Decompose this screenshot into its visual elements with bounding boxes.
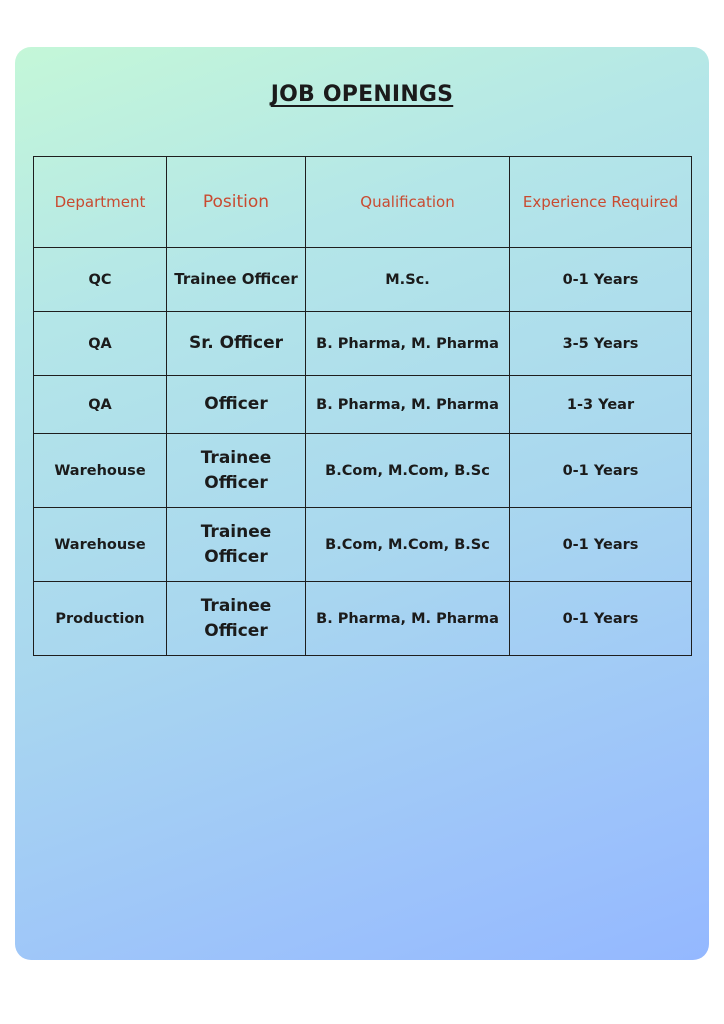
header-qualification: Qualification [306,157,510,248]
table-row [34,376,692,434]
cell-position: Trainee Officer [167,248,306,312]
cell-department: Warehouse [34,508,167,582]
cell-experience: 1-3 Year [510,376,692,434]
cell-experience: 3-5 Years [510,312,692,376]
cell-department: QC [34,248,167,312]
cell-experience: 0-1 Years [510,434,692,508]
cell-department: Warehouse [34,434,167,508]
table-row [34,508,692,582]
table-header-row [34,157,692,248]
cell-department: QA [34,376,167,434]
cell-department: QA [34,312,167,376]
table-row [34,582,692,656]
cell-qualification: M.Sc. [306,248,510,312]
table-row [34,248,692,312]
cell-experience: 0-1 Years [510,248,692,312]
header-position: Position [167,157,306,248]
cell-qualification: B. Pharma, M. Pharma [306,582,510,656]
header-experience: Experience Required [510,157,692,248]
cell-position: Officer [167,376,306,434]
job-openings-card [15,47,709,960]
job-openings-table [33,156,692,656]
cell-qualification: B.Com, M.Com, B.Sc [306,508,510,582]
cell-position: Sr. Officer [167,312,306,376]
cell-qualification: B. Pharma, M. Pharma [306,376,510,434]
cell-experience: 0-1 Years [510,582,692,656]
cell-experience: 0-1 Years [510,508,692,582]
cell-qualification: B.Com, M.Com, B.Sc [306,434,510,508]
cell-position: Trainee Officer [167,508,306,582]
cell-position: Trainee Officer [167,434,306,508]
cell-qualification: B. Pharma, M. Pharma [306,312,510,376]
cell-position: Trainee Officer [167,582,306,656]
table-row [34,434,692,508]
page-title: JOB OPENINGS [270,82,454,107]
cell-department: Production [34,582,167,656]
table-row [34,312,692,376]
header-department: Department [34,157,167,248]
